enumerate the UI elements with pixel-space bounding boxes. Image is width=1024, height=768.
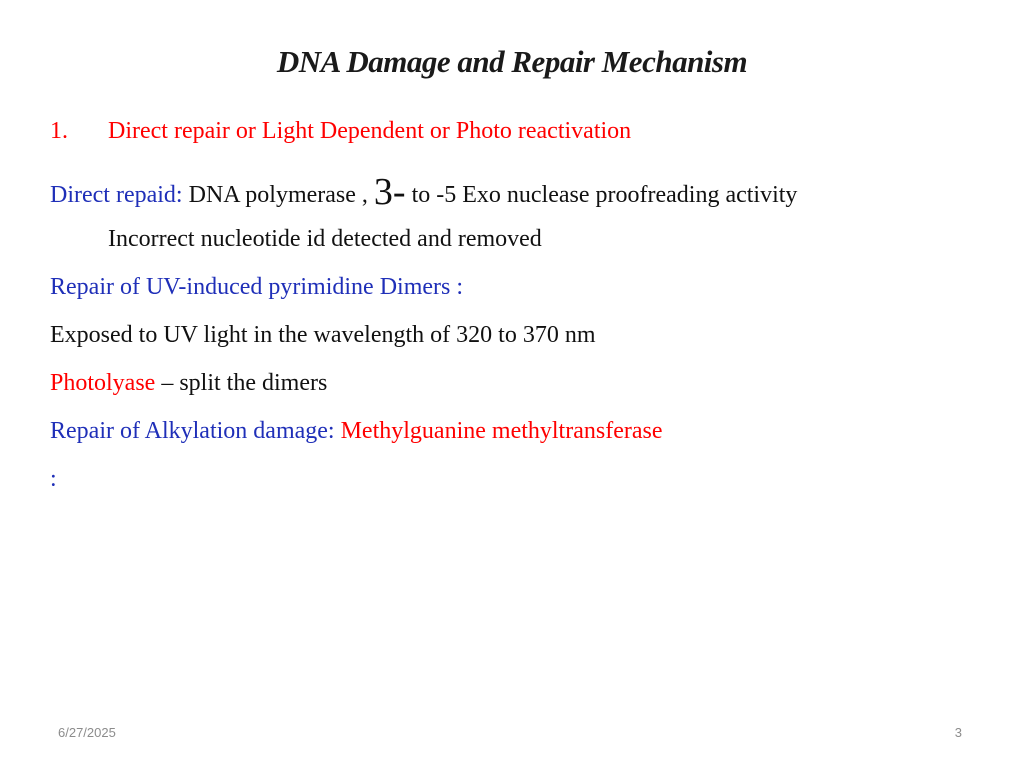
list-item-text: Direct repair or Light Dependent or Photo reactivation — [108, 118, 632, 144]
direct-repaid-continuation: Incorrect nucleotide id detected and removed — [108, 226, 542, 252]
alkylation-line — [50, 416, 662, 446]
footer-date: 6/27/2025 — [58, 725, 116, 740]
list-item-1 — [50, 116, 631, 146]
photolyase-term: Photolyase — [50, 370, 156, 396]
alkylation-enzyme: Methylguanine methyltransferase — [340, 418, 663, 444]
photolyase-text: – split the dimers — [161, 370, 328, 396]
direct-repaid-big-digit: 3- — [373, 171, 406, 213]
slide-title: DNA Damage and Repair Mechanism — [276, 44, 748, 79]
alkylation-label: Repair of Alkylation damage: — [50, 418, 335, 444]
direct-repaid-text-a: DNA polymerase , — [188, 182, 368, 208]
footer-page-number: 3 — [954, 725, 962, 740]
direct-repaid-text-b: to -5 Exo nuclease proofreading activity — [411, 182, 798, 208]
direct-repaid-label: Direct repaid: — [50, 182, 183, 208]
photolyase-line — [50, 368, 327, 398]
uv-repair-heading: Repair of UV-induced pyrimidine Dimers : — [50, 274, 464, 300]
colon-line: : — [50, 466, 57, 492]
uv-exposure-text: Exposed to UV light in the wavelength of 320 to 370 nm — [50, 322, 596, 348]
list-item-number: 1. — [50, 118, 68, 144]
direct-repaid-line — [50, 171, 798, 213]
